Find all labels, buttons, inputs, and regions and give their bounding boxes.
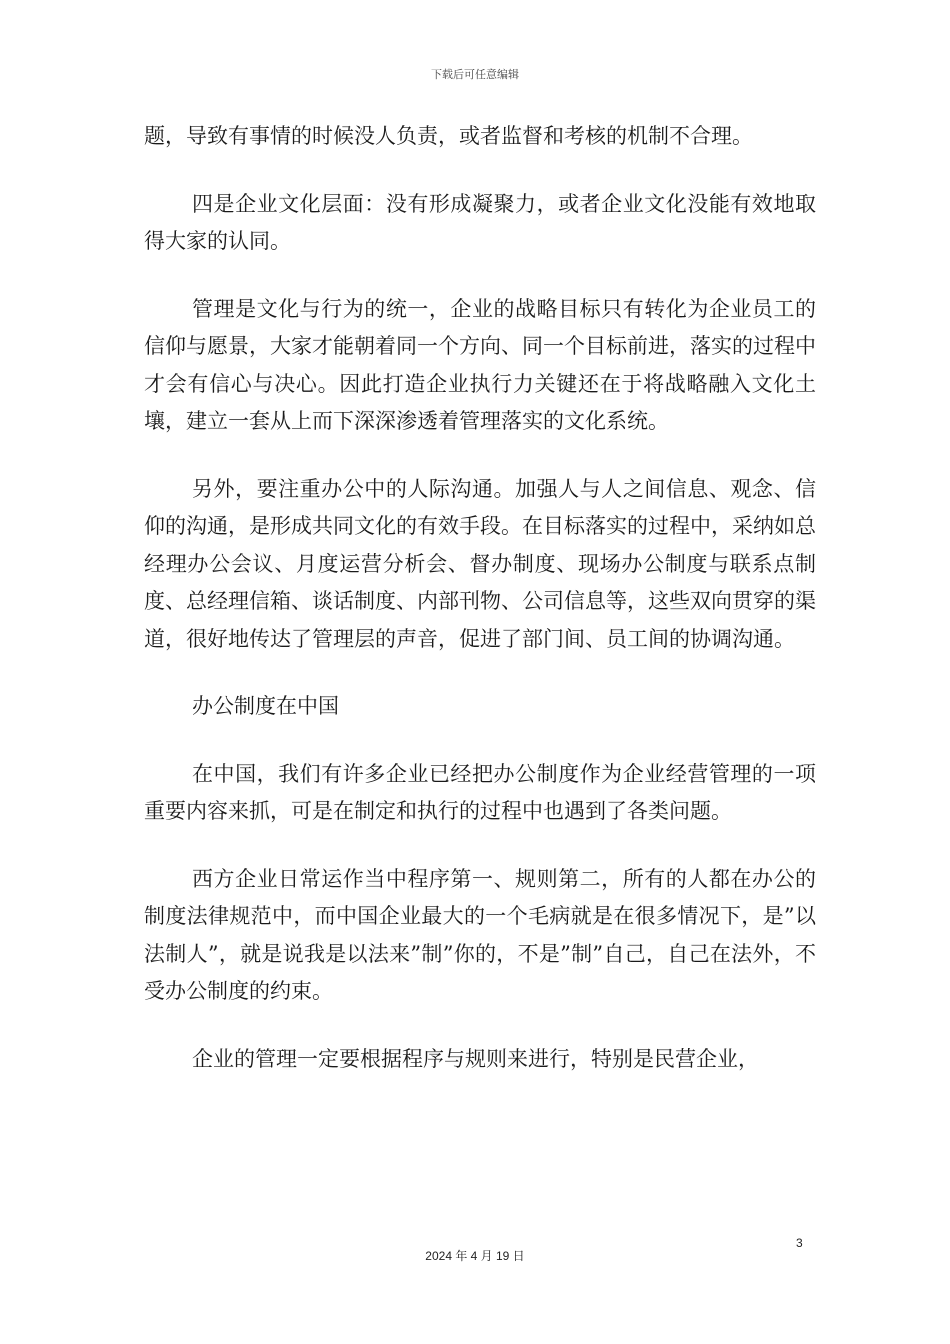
document-body [144,118,816,1108]
footer-date: 2024 年 4 月 19 日 [425,1249,525,1263]
paragraph-6: 西方企业日常运作当中程序第一、规则第二，所有的人都在办公的制度法律规范中，而中国企业最大的一个毛病就是在很多情况下，是”以法制人”，就是说我是以法来”制”你的，不是”制”自己，自己在法外，不受办公制度的约束。 [144,866,816,1003]
paragraph-2: 四是企业文化层面：没有形成凝聚力，或者企业文化没能有效地取得大家的认同。 [144,191,816,253]
page-header: 下载后可任意编辑 [431,68,519,81]
paragraph-4: 另外，要注重办公中的人际沟通。加强人与人之间信息、观念、信仰的沟通，是形成共同文化的有效手段。在目标落实的过程中，采纳如总经理办公会议、月度运营分析会、督办制度、现场办公制度与联系点制度、总经理信箱、谈话制度、内部刊物、公司信息等，这些双向贯穿的渠道，很好地传达了管理层的声音，促进了部门间、员工间的协调沟通。 [144,476,816,651]
paragraph-3: 管理是文化与行为的统一，企业的战略目标只有转化为企业员工的信仰与愿景，大家才能朝着同一个方向、同一个目标前进，落实的过程中才会有信心与决心。因此打造企业执行力关键还在于将战略融入文化土壤，建立一套从上而下深深渗透着管理落实的文化系统。 [144,296,816,433]
paragraph-1: 题，导致有事情的时候没人负责，或者监督和考核的机制不合理。 [144,124,753,148]
section-heading: 办公制度在中国 [192,694,339,718]
paragraph-5: 在中国，我们有许多企业已经把办公制度作为企业经营管理的一项重要内容来抓，可是在制定和执行的过程中也遇到了各类问题。 [144,761,816,823]
paragraph-7: 企业的管理一定要根据程序与规则来进行，特别是民营企业， [192,1046,759,1071]
page-number: 3 [796,1236,803,1250]
